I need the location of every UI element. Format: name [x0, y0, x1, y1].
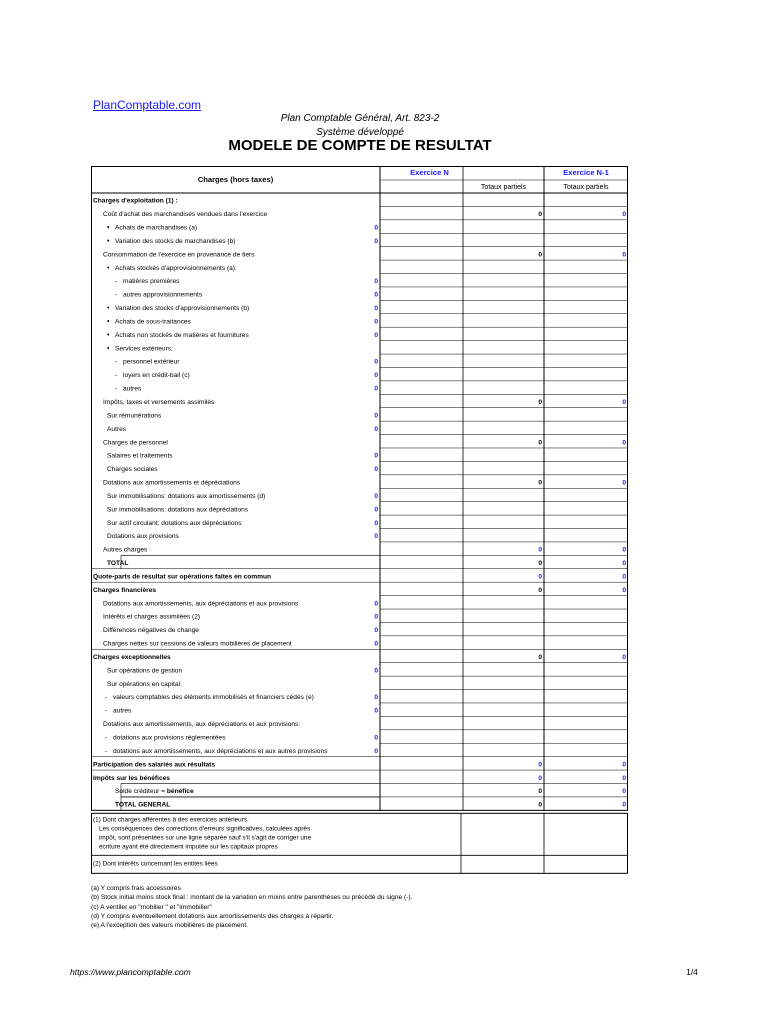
row-label: Impôts sur les bénéfices: [93, 774, 170, 782]
row-label: Charges financières: [93, 586, 157, 594]
row-bullet: -: [105, 734, 108, 742]
row-bullet: -: [105, 707, 108, 715]
row-partial-value: 0: [374, 318, 378, 326]
row-total-n: 0: [538, 211, 542, 219]
row-total-n1: 0: [622, 546, 626, 554]
header-totaux-n1: Totaux partiels: [563, 184, 609, 191]
row-partial-value: 0: [374, 533, 378, 541]
row-label: Achats de marchandises (a): [115, 224, 198, 232]
header-system: Système développé: [316, 127, 404, 138]
row-total-n1: 0: [622, 761, 626, 769]
row-label: Charges de personnel: [103, 439, 168, 447]
row-label: Participation des salariés aux résultats: [93, 761, 216, 769]
row-total-n: 0: [538, 788, 542, 796]
row-partial-value: 0: [374, 667, 378, 675]
row-label: dotations aux amortissements, aux dépréciations et aux autres provisions: [113, 747, 328, 755]
row-label: Sur rémunérations: [107, 412, 162, 420]
row-label: autres: [113, 707, 132, 715]
row-partial-value: 0: [374, 372, 378, 380]
row-total-n1: 0: [622, 211, 626, 219]
footnote-c: (c) A ventiler en "mobilier " et "immobilier": [91, 903, 212, 911]
row-label: Salaires et traitements: [107, 452, 173, 460]
row-partial-value: 0: [374, 747, 378, 755]
row-bullet: •: [107, 264, 110, 272]
row-label: Achats de sous-traitances: [115, 318, 191, 326]
row-partial-value: 0: [374, 506, 378, 514]
row-partial-value: 0: [374, 734, 378, 742]
row-bullet: •: [107, 237, 110, 245]
row-label: Autres: [107, 425, 127, 433]
row-label: Dotations aux amortissements, aux dépréciations et aux provisions: [103, 600, 299, 608]
page-number: 1/4: [686, 967, 698, 977]
row-label: Sur immobilisations: dotations aux dépréciations: [107, 506, 249, 514]
row-total-n: 0: [538, 546, 542, 554]
row-label: Coût d'achat des marchandises vendues dans l'exercice: [103, 211, 268, 219]
row-total-n1: 0: [622, 399, 626, 406]
row-partial-value: 0: [374, 600, 378, 608]
header-totaux-n: Totaux partiels: [480, 184, 527, 191]
row-partial-value: 0: [374, 358, 378, 366]
row-label: TOTAL: [107, 560, 129, 568]
footnote-b: (b) Stock initial moins stock final : montant de la variation en moins entre parenthèses ou précédé du signe (-).: [91, 894, 413, 902]
row-label: Dotations aux amortissements et dépréciations: [103, 479, 241, 487]
footnotes: [91, 884, 412, 930]
row-total-n: 0: [538, 586, 542, 594]
row-total-n1: 0: [622, 586, 626, 594]
header-exercice-n: Exercice N: [410, 168, 449, 177]
row-total-n: 0: [538, 801, 542, 809]
row-label: Sur actif circulant: dotations aux dépréciations: [107, 519, 242, 527]
row-total-n: 0: [538, 439, 542, 447]
row-label: Intérêts et charges assimilées (2): [103, 613, 201, 621]
row-label: TOTAL GENERAL: [115, 801, 171, 809]
row-total-n: 0: [538, 653, 542, 661]
row-partial-value: 0: [374, 707, 378, 715]
row-total-n: 0: [538, 479, 542, 487]
row-bullet: •: [107, 305, 110, 313]
row-label: Variation des stocks d'approvisionnements (b): [115, 305, 250, 313]
row-total-n1: 0: [622, 801, 626, 809]
row-label: Différences négatives de change: [103, 627, 199, 635]
row-partial-value: 0: [374, 519, 378, 527]
row-total-n1: 0: [622, 439, 626, 447]
row-label: Quote-parts de résultat sur opérations faites en commun: [93, 573, 272, 581]
footnote-d: (d) Y compris éventuellement dotations aux amortissements des charges à répartir.: [91, 912, 334, 920]
header-article: Plan Comptable Général, Art. 823-2: [280, 113, 440, 124]
row-total-n: 0: [538, 560, 542, 568]
row-label: Charges exceptionnelles: [93, 653, 171, 661]
row-label: loyers en crédit-bail (c): [123, 372, 190, 380]
row-partial-value: 0: [374, 452, 378, 460]
footnote-text-line: (1) Dont charges afférentes à des exercices antérieurs.: [93, 816, 249, 824]
row-bullet: •: [107, 224, 110, 232]
row-label: Achats non stockés de matières et fournitures: [115, 331, 249, 339]
row-label: Variation des stocks de marchandises (b): [115, 237, 236, 245]
row-partial-value: 0: [374, 224, 378, 232]
row-partial-value: 0: [374, 291, 378, 299]
footnote-text-line: Les conséquences des corrections d'erreurs significatives, calculées après: [99, 825, 311, 833]
row-partial-value: 0: [374, 492, 378, 500]
row-label: Charges sociales: [107, 466, 158, 474]
row-label: Charges nettes sur cessions de valeurs mobilières de placement: [103, 640, 292, 648]
row-total-n1: 0: [622, 573, 626, 581]
row-label: Sur opérations de gestion: [107, 667, 183, 675]
row-partial-value: 0: [374, 425, 378, 433]
row-partial-value: 0: [374, 305, 378, 313]
row-total-n1: 0: [622, 774, 626, 782]
footnote-text-line: (2) Dont intérêts concernant les entités liées: [93, 860, 218, 868]
row-bullet: •: [107, 345, 110, 353]
row-bullet: -: [105, 747, 108, 755]
row-label: Consommation de l'exercice en provenance de tiers: [103, 251, 255, 259]
row-bullet: •: [107, 331, 110, 339]
row-total-n: 0: [538, 573, 542, 581]
row-label: Impôts, taxes et versements assimilés: [103, 399, 215, 406]
row-label: Solde créditeur = bénéfice: [115, 788, 194, 796]
row-bullet: -: [105, 694, 108, 702]
row-total-n: 0: [538, 251, 542, 259]
row-label: personnel extérieur: [123, 358, 180, 366]
row-label: dotations aux provisions réglementées: [113, 734, 226, 742]
row-label: Services extérieurs:: [115, 345, 173, 353]
header-exercice-n1: Exercice N-1: [563, 168, 609, 177]
row-total-n: 0: [538, 774, 542, 782]
row-total-n1: 0: [622, 479, 626, 487]
footnote-a: (a) Y compris frais accessoires: [91, 885, 181, 892]
row-total-n: 0: [538, 399, 542, 406]
plancomptable-link[interactable]: PlanComptable.com: [93, 98, 202, 112]
row-label: Achats stockés d'approvisionnements (a):: [115, 264, 237, 272]
row-label: autres: [123, 385, 142, 393]
row-partial-value: 0: [374, 237, 378, 245]
row-bullet: -: [115, 372, 118, 380]
row-bullet: •: [107, 318, 110, 326]
row-total-n: 0: [538, 761, 542, 769]
row-label: matières premières: [123, 278, 180, 286]
row-partial-value: 0: [374, 385, 378, 393]
row-label: autres approvisionnements: [123, 291, 203, 299]
row-total-n1: 0: [622, 251, 626, 259]
row-label: Autres charges: [103, 546, 148, 554]
row-label: valeurs comptables des éléments immobilisés et financiers cédés (e): [113, 694, 314, 702]
row-bullet: -: [115, 385, 118, 393]
row-partial-value: 0: [374, 613, 378, 621]
row-label: Dotations aux provisions: [107, 533, 179, 541]
row-bullet: -: [115, 358, 118, 366]
row-partial-value: 0: [374, 640, 378, 648]
footnote-text-line: impôt, sont présentées sur une ligne séparée sauf s'il s'agit de corriger une: [99, 834, 312, 842]
row-label: Sur opérations en capital:: [107, 680, 182, 688]
footnote-e: (e) A l'exception des valeurs mobilières de placement.: [91, 922, 249, 930]
row-partial-value: 0: [374, 278, 378, 286]
footnote-text-line: écriture ayant été directement imputée sur les capitaux propres: [99, 843, 278, 851]
row-partial-value: 0: [374, 331, 378, 339]
row-label: Charges d'exploitation (1) :: [93, 197, 178, 205]
row-label: Dotations aux amortissements, aux dépréciations et aux provisions:: [103, 721, 301, 729]
header-charges-label: Charges (hors taxes): [197, 175, 274, 184]
row-label: Sur immobilisations: dotations aux amortissements (d): [107, 492, 266, 500]
row-total-n1: 0: [622, 788, 626, 796]
row-total-n1: 0: [622, 653, 626, 661]
row-partial-value: 0: [374, 412, 378, 420]
page-title: MODELE DE COMPTE DE RESULTAT: [228, 137, 492, 154]
row-bullet: -: [115, 278, 118, 286]
row-partial-value: 0: [374, 466, 378, 474]
row-bullet: -: [115, 291, 118, 299]
row-total-n1: 0: [622, 560, 626, 568]
row-partial-value: 0: [374, 694, 378, 702]
footer-url[interactable]: https://www.plancomptable.com: [70, 967, 191, 977]
row-partial-value: 0: [374, 627, 378, 635]
income-statement-table: [91, 166, 628, 879]
